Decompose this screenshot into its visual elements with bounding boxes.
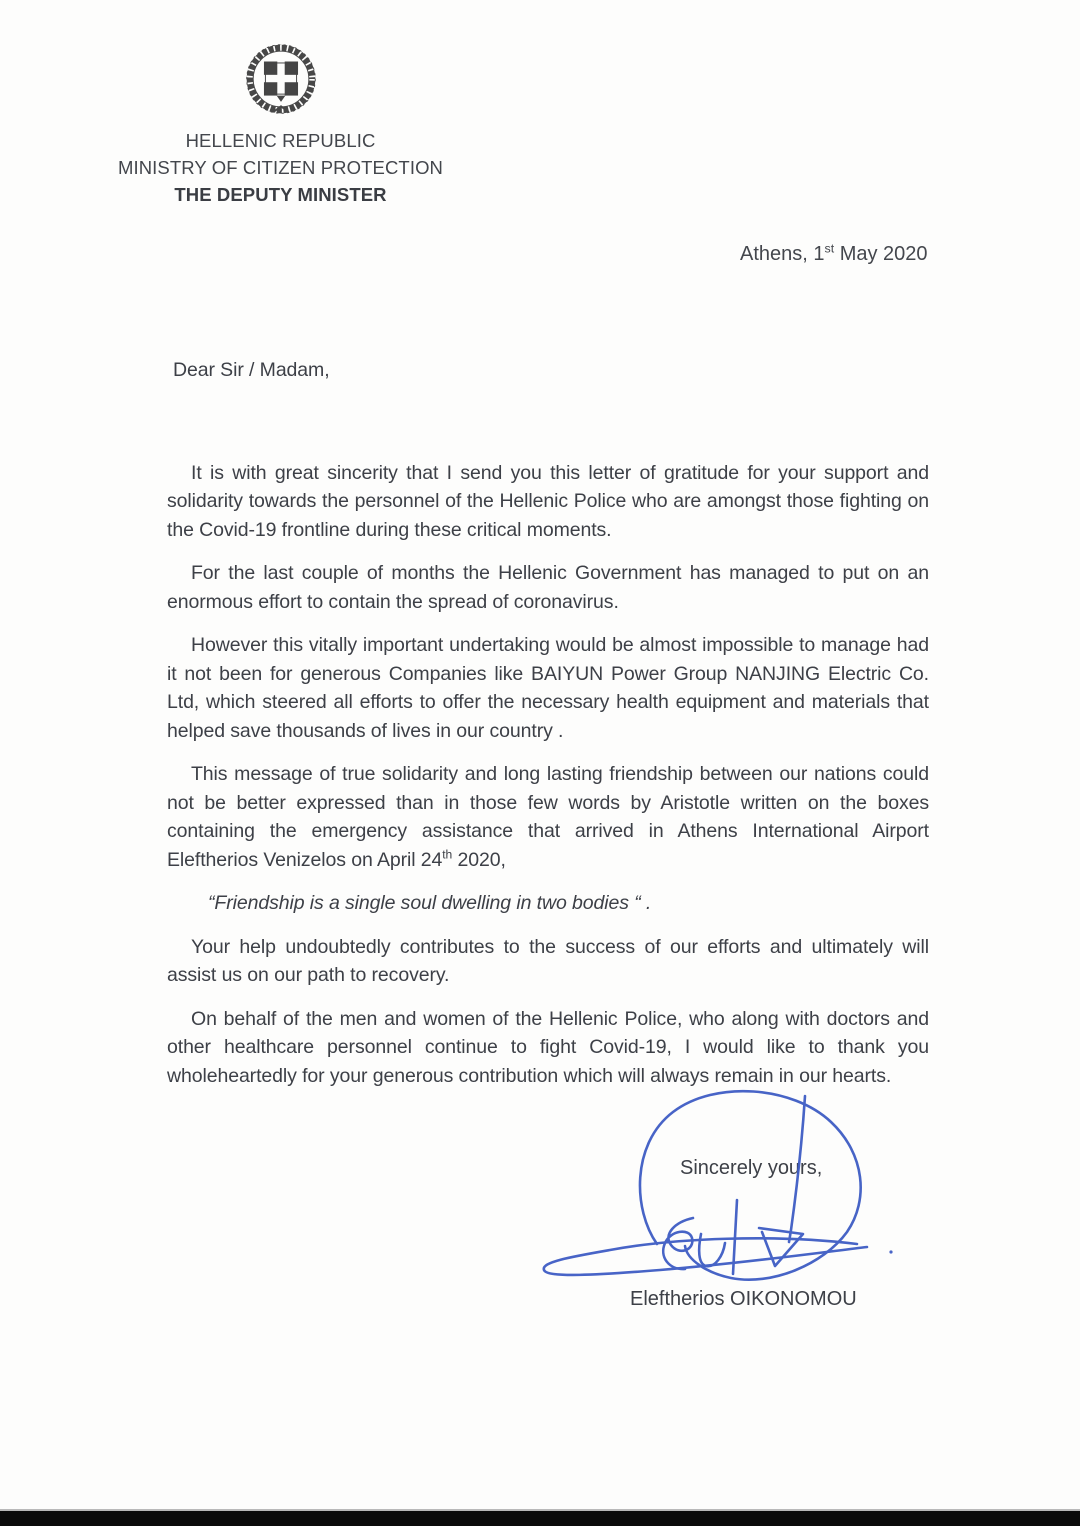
dateline-prefix: Athens, 1 [740, 243, 825, 265]
letterhead-ministry: MINISTRY OF CITIZEN PROTECTION [117, 157, 444, 178]
paragraph-aristotle-tail: 2020, [452, 848, 506, 871]
dateline [740, 243, 928, 266]
signatory-name: Eleftherios OIKONOMOU [630, 1288, 857, 1310]
letterhead-office: THE DEPUTY MINISTER [174, 184, 387, 205]
valediction: Sincerely yours, [680, 1157, 823, 1179]
paragraph-thanks: On behalf of the men and women of the Hellenic Police, who along with doctors and other healthcare personnel continue to fight Covid-19, I would like to thank you wholeheartedly for your generous contribution which will always remain in our hearts. [167, 1007, 929, 1087]
letter-body [167, 356, 929, 1105]
letterhead [108, 42, 453, 208]
dateline-suffix: May 2020 [834, 243, 928, 265]
paragraph-gratitude: It is with great sincerity that I send you this letter of gratitude for your support and solidarity towards the personnel of the Hellenic Police who are amongst those fighting on the Covid-19 frontline during these critical moments. [167, 461, 929, 541]
paragraph-aristotle-text: This message of true solidarity and long lasting friendship between our nations could not be better expressed than in those few words by Aristotle written on the boxes containing the emergency assistance that arrived in Athens International Airport Eleftherios Venizelos on April 24 [167, 763, 929, 871]
letterhead-republic: HELLENIC REPUBLIC [185, 130, 376, 151]
paragraph-government-effort: For the last couple of months the Hellenic Government has managed to put on an enormous effort to contain the spread of coronavirus. [167, 562, 929, 613]
paragraph-companies: However this vitally important undertaking would be almost impossible to manage had it not been for generous Companies like BAIYUN Power Group NANJING Electric Co. Ltd, which steered all efforts to offer the necessary health equipment and materials that helped save thousands of lives in our country . [167, 634, 929, 742]
salutation: Dear Sir / Madam, [173, 359, 330, 381]
handwritten-signature-ink [535, 1082, 895, 1292]
paragraph-aristotle [167, 760, 929, 874]
date-ordinal-th: th [442, 847, 453, 861]
hellenic-coat-of-arms-icon [244, 42, 318, 118]
scanner-edge-bar [0, 1509, 1080, 1526]
dateline-ordinal: st [824, 241, 835, 256]
aristotle-quote: “Friendship is a single soul dwelling in two bodies “ . [208, 892, 652, 914]
paragraph-your-help: Your help undoubtedly contributes to the success of our efforts and ultimately will assist us on our path to recovery. [167, 935, 929, 986]
